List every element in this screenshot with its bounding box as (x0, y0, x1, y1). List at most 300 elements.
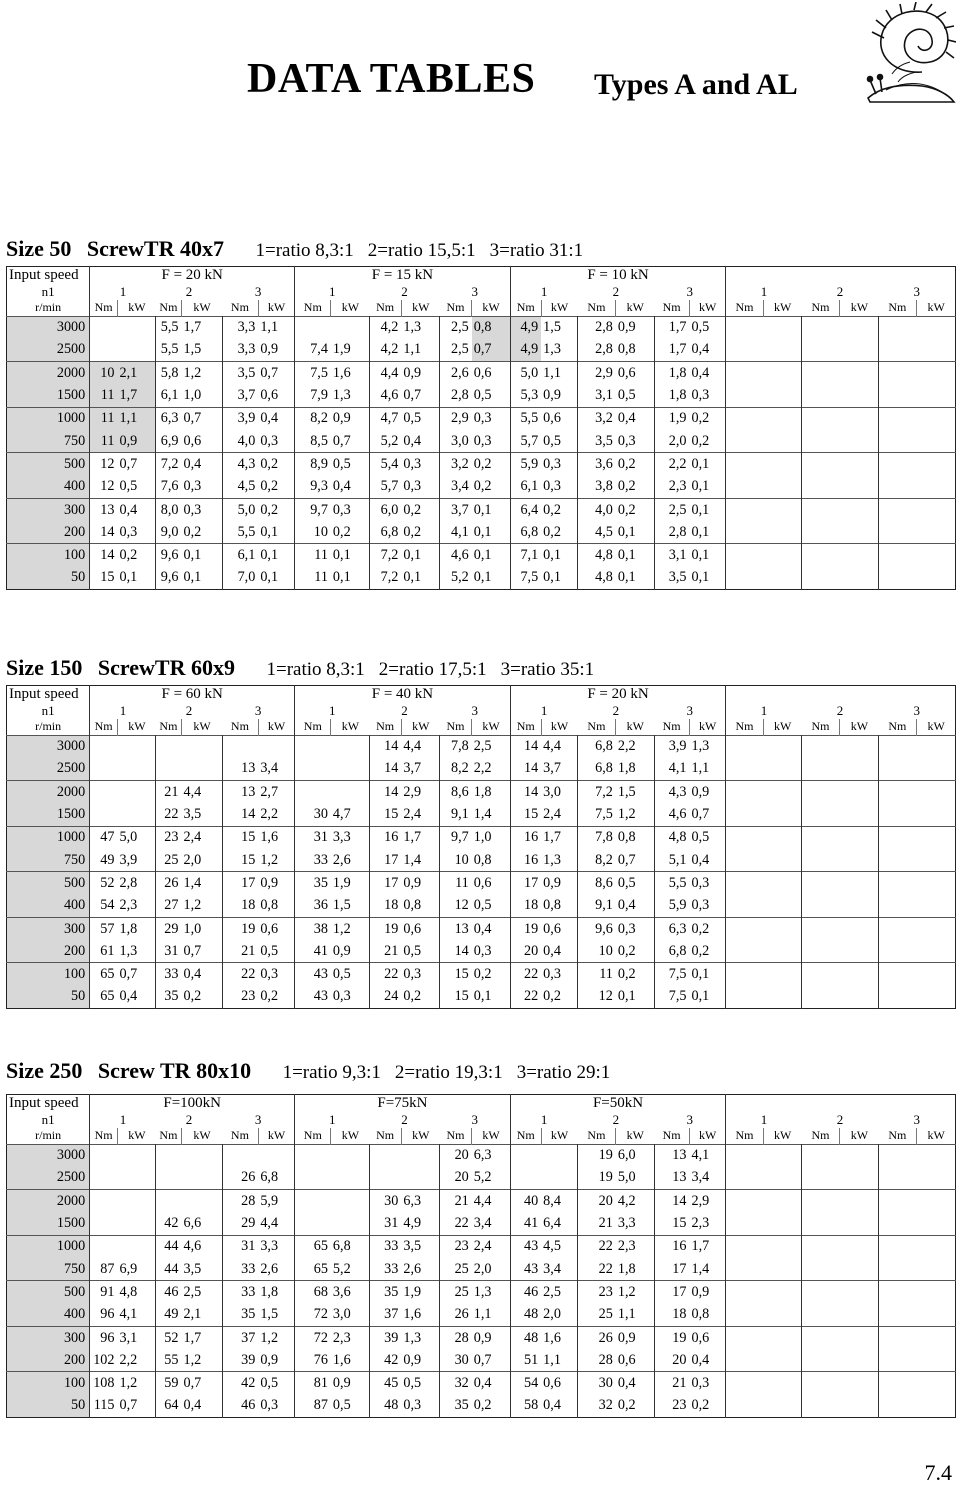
power-value: 0,3 (260, 966, 279, 983)
power-value: 0,1 (332, 547, 351, 564)
input-speed-value: 300 (7, 917, 90, 940)
power-value: 0,9 (117, 430, 155, 453)
power-value (840, 476, 878, 499)
power-value: 0,5 (617, 387, 636, 404)
power-value: 0,5 (403, 942, 422, 959)
torque-value: 14 (369, 758, 401, 781)
power-value: 1,1 (117, 407, 155, 430)
power-value: 4,4 (473, 1192, 492, 1209)
power-value: 1,2 (332, 920, 351, 937)
torque-value: 2,6 (440, 362, 472, 385)
power-value (917, 1326, 956, 1349)
power-value (917, 1395, 956, 1418)
power-value: 0,2 (332, 523, 351, 540)
torque-value: 8,6 (577, 872, 615, 895)
torque-value (726, 1167, 763, 1190)
power-value (840, 407, 878, 430)
power-value (840, 917, 878, 940)
power-value: 3,5 (403, 1238, 422, 1255)
torque-value (878, 963, 916, 986)
kw-unit-label: kW (763, 300, 801, 316)
kw-unit-label: kW (616, 1128, 654, 1144)
torque-value: 35 (295, 872, 331, 895)
torque-value (726, 735, 763, 758)
power-value: 0,7 (119, 1397, 138, 1414)
power-value: 1,1 (543, 1351, 561, 1368)
torque-value: 7,1 (510, 544, 541, 567)
torque-value (156, 1190, 182, 1213)
power-value (763, 1144, 801, 1167)
power-value: 0,2 (617, 1397, 636, 1414)
power-value: 0,4 (403, 432, 422, 449)
nm-unit-label: Nm (662, 719, 681, 734)
power-value (258, 735, 294, 758)
torque-value: 6,3 (156, 407, 182, 430)
input-speed-value: 2000 (7, 781, 90, 804)
power-value: 0,1 (617, 569, 636, 586)
ratio-column-label: 2 (612, 1112, 620, 1127)
size-label: Size 150 (6, 655, 83, 680)
ratio-2: 2=ratio 19,3:1 (394, 1062, 503, 1083)
power-value (840, 758, 878, 781)
torque-value (726, 1326, 763, 1349)
torque-value (90, 1212, 118, 1235)
kw-unit-label: kW (472, 719, 510, 735)
power-value: 0,4 (691, 1351, 710, 1368)
power-value: 1,2 (183, 364, 202, 381)
torque-value: 37 (222, 1326, 258, 1349)
power-value: 1,2 (617, 1283, 636, 1300)
nm-unit-label: Nm (888, 719, 907, 734)
torque-value: 20 (577, 1190, 615, 1213)
power-value: 1,6 (543, 1329, 561, 1346)
torque-value (878, 758, 916, 781)
torque-value: 65 (295, 1258, 331, 1281)
torque-value (878, 430, 916, 453)
kw-unit-label: kW (763, 1128, 801, 1144)
kw-unit-label: kW (117, 1128, 155, 1144)
power-value: 4,4 (403, 738, 422, 755)
torque-value (156, 1167, 182, 1190)
input-speed-value: 2500 (7, 1167, 90, 1190)
power-value: 2,6 (403, 1260, 422, 1277)
torque-value: 65 (90, 963, 118, 986)
table-row (7, 1281, 956, 1304)
power-value: 3,3 (617, 1215, 636, 1232)
torque-value: 13 (440, 917, 472, 940)
power-value: 0,9 (691, 783, 710, 800)
page-title: DATA TABLES (247, 56, 536, 102)
power-value: 2,2 (473, 760, 492, 777)
power-value (917, 1235, 956, 1258)
power-value: 0,5 (473, 897, 492, 914)
torque-value: 31 (156, 940, 182, 963)
power-value (331, 781, 369, 804)
power-value (117, 316, 155, 339)
torque-value: 2,2 (654, 453, 689, 476)
power-value: 1,3 (332, 387, 351, 404)
power-value: 4,4 (183, 783, 202, 800)
table-row (7, 917, 956, 940)
rpm-unit-label: r/min (35, 1128, 62, 1143)
power-value: 0,3 (473, 432, 492, 449)
power-value: 2,3 (332, 1329, 351, 1346)
torque-value: 43 (510, 1235, 541, 1258)
power-value: 3,3 (332, 829, 351, 846)
ratio-column-label: 2 (836, 1112, 844, 1127)
table-row (7, 1190, 956, 1213)
torque-value: 25 (156, 849, 182, 872)
torque-value: 91 (90, 1281, 118, 1304)
torque-value: 17 (654, 1281, 689, 1304)
torque-value (726, 826, 763, 849)
torque-value: 6,3 (654, 917, 689, 940)
power-value: 3,3 (260, 1238, 279, 1255)
power-value: 6,3 (403, 1192, 422, 1209)
torque-value: 6,1 (222, 544, 258, 567)
power-value: 3,5 (183, 1260, 202, 1277)
torque-value: 30 (295, 803, 331, 826)
power-value: 6,8 (332, 1238, 351, 1255)
power-value: 0,1 (473, 523, 492, 540)
torque-value: 21 (156, 781, 182, 804)
nm-unit-label: Nm (587, 300, 606, 315)
power-value: 0,8 (260, 897, 279, 914)
torque-value (222, 735, 258, 758)
power-value (917, 498, 956, 521)
power-value: 0,2 (617, 478, 636, 495)
torque-value: 11 (440, 872, 472, 895)
power-value: 0,7 (183, 1375, 202, 1392)
torque-value: 5,0 (510, 362, 541, 385)
kw-unit-label: kW (917, 1128, 956, 1144)
torque-value (802, 917, 840, 940)
torque-value: 4,8 (654, 826, 689, 849)
torque-value (878, 1326, 916, 1349)
power-value (840, 1326, 878, 1349)
power-value: 0,9 (260, 874, 279, 891)
input-speed-value: 500 (7, 872, 90, 895)
torque-value: 44 (156, 1235, 182, 1258)
power-value: 0,7 (260, 364, 279, 381)
table-row (7, 1212, 956, 1235)
torque-value: 7,0 (222, 567, 258, 590)
nm-unit-label: Nm (230, 300, 249, 315)
power-value: 1,5 (260, 1306, 279, 1323)
torque-value: 25 (440, 1281, 472, 1304)
power-value (763, 826, 801, 849)
torque-value: 3,7 (222, 384, 258, 407)
kw-unit-label: kW (840, 300, 878, 316)
power-value (763, 498, 801, 521)
power-value (117, 735, 155, 758)
torque-value: 43 (510, 1258, 541, 1281)
power-value (840, 940, 878, 963)
torque-value: 26 (156, 872, 182, 895)
torque-value: 7,5 (295, 362, 331, 385)
torque-value: 3,3 (222, 316, 258, 339)
power-value (917, 1144, 956, 1167)
torque-value: 57 (90, 917, 118, 940)
torque-value (510, 1144, 541, 1167)
power-value: 2,4 (543, 806, 561, 823)
torque-value: 96 (90, 1326, 118, 1349)
torque-value (90, 1167, 118, 1190)
kw-unit-label: kW (917, 719, 956, 735)
torque-value: 3,9 (222, 407, 258, 430)
power-value: 0,6 (260, 920, 279, 937)
torque-value (802, 1144, 840, 1167)
power-value: 0,9 (473, 1329, 492, 1346)
power-value: 0,2 (543, 988, 561, 1005)
torque-value: 48 (369, 1395, 401, 1418)
input-speed-value: 750 (7, 849, 90, 872)
power-value: 0,2 (691, 410, 710, 427)
power-value: 4,4 (260, 1215, 279, 1232)
torque-value: 26 (440, 1304, 472, 1327)
torque-value: 29 (156, 917, 182, 940)
torque-value (802, 1235, 840, 1258)
torque-value: 4,1 (440, 521, 472, 544)
power-value: 0,9 (332, 942, 351, 959)
power-value: 0,9 (260, 1351, 279, 1368)
torque-value (802, 803, 840, 826)
power-value: 1,9 (332, 874, 351, 891)
power-value: 0,2 (691, 942, 710, 959)
torque-value (878, 826, 916, 849)
power-value (840, 1144, 878, 1167)
kw-unit-label: kW (117, 300, 155, 316)
power-value: 0,4 (183, 455, 202, 472)
power-value: 1,6 (260, 829, 279, 846)
power-value: 2,3 (119, 897, 138, 914)
power-value: 0,8 (617, 341, 636, 358)
power-value (181, 758, 222, 781)
torque-value (90, 735, 118, 758)
data-table-size-150 (6, 685, 956, 1009)
kw-unit-label: kW (258, 719, 294, 735)
power-value: 1,1 (617, 1306, 636, 1323)
power-value (917, 544, 956, 567)
power-value (840, 498, 878, 521)
table-row (7, 1144, 956, 1167)
torque-value (878, 476, 916, 499)
torque-value: 16 (510, 849, 541, 872)
torque-value (295, 735, 331, 758)
screw-label: Screw TR 80x10 (97, 1058, 252, 1083)
power-value: 0,1 (691, 547, 710, 564)
power-value (917, 963, 956, 986)
input-speed-value: 1500 (7, 1212, 90, 1235)
nm-unit-label: Nm (811, 719, 830, 734)
input-speed-value: 750 (7, 430, 90, 453)
power-value (117, 1167, 155, 1190)
torque-value: 2,8 (577, 316, 615, 339)
power-value: 2,2 (260, 806, 279, 823)
section-title-size-150 (6, 655, 608, 681)
torque-value: 65 (90, 986, 118, 1009)
torque-value: 1,8 (654, 362, 689, 385)
power-value: 2,2 (119, 1351, 138, 1368)
torque-value: 7,4 (295, 339, 331, 362)
torque-value (156, 735, 182, 758)
power-value: 0,3 (183, 478, 202, 495)
torque-value (802, 544, 840, 567)
power-value: 0,3 (332, 501, 351, 518)
power-value (840, 1304, 878, 1327)
power-value: 0,7 (472, 339, 510, 362)
torque-value (802, 963, 840, 986)
torque-value: 17 (369, 872, 401, 895)
power-value: 0,7 (183, 410, 202, 427)
input-speed-label: Input speed (9, 686, 79, 702)
power-value: 4,2 (617, 1192, 636, 1209)
power-value: 2,3 (691, 1215, 710, 1232)
table-row (7, 735, 956, 758)
power-value (331, 316, 369, 339)
torque-value (726, 758, 763, 781)
torque-value: 8,9 (295, 453, 331, 476)
power-value (917, 1258, 956, 1281)
torque-value: 33 (156, 963, 182, 986)
torque-value: 65 (295, 1235, 331, 1258)
power-value: 2,5 (183, 1283, 202, 1300)
torque-value: 3,3 (222, 339, 258, 362)
kw-unit-label: kW (181, 1128, 222, 1144)
torque-value (878, 940, 916, 963)
nm-unit-label: Nm (446, 1128, 465, 1143)
ratio-header-row (7, 284, 956, 300)
torque-value (878, 384, 916, 407)
kw-unit-label: kW (616, 300, 654, 316)
torque-value (802, 1326, 840, 1349)
torque-value (90, 803, 118, 826)
torque-value: 20 (510, 940, 541, 963)
power-value: 0,6 (473, 364, 492, 381)
power-value (917, 735, 956, 758)
table-row (7, 316, 956, 339)
power-value: 0,2 (473, 966, 492, 983)
force-group-label: F = 60 kN (90, 686, 295, 704)
power-value: 0,5 (473, 387, 492, 404)
power-value: 1,8 (617, 1260, 636, 1277)
kw-unit-label: kW (689, 1128, 725, 1144)
power-value (763, 940, 801, 963)
torque-value (878, 1304, 916, 1327)
power-value (917, 453, 956, 476)
torque-value: 2,8 (654, 521, 689, 544)
torque-value (726, 986, 763, 1009)
power-value (840, 735, 878, 758)
torque-value: 42 (222, 1372, 258, 1395)
torque-value: 20 (654, 1349, 689, 1372)
input-speed-value: 1000 (7, 1235, 90, 1258)
power-value (763, 986, 801, 1009)
torque-value: 18 (510, 895, 541, 918)
power-value: 2,0 (183, 851, 202, 868)
power-value: 0,1 (403, 569, 422, 586)
power-value: 0,5 (691, 829, 710, 846)
torque-value (802, 1304, 840, 1327)
torque-value: 6,0 (369, 498, 401, 521)
power-value: 2,5 (473, 738, 492, 755)
torque-value: 5,5 (156, 339, 182, 362)
power-value: 1,1 (543, 364, 561, 381)
kw-unit-label: kW (258, 300, 294, 316)
torque-value (90, 339, 118, 362)
torque-value (726, 498, 763, 521)
torque-value (90, 1144, 118, 1167)
ratio-column-label: 3 (254, 1112, 262, 1127)
table-row (7, 362, 956, 385)
power-value: 0,3 (691, 897, 710, 914)
torque-value: 22 (222, 963, 258, 986)
torque-value (295, 758, 331, 781)
ratio-legend (255, 240, 597, 261)
kw-unit-label: kW (472, 300, 510, 316)
power-value: 2,2 (617, 738, 636, 755)
nm-unit-label: Nm (295, 300, 331, 316)
power-value: 0,2 (543, 501, 561, 518)
power-value: 4,8 (119, 1283, 138, 1300)
unit-header-row (7, 1128, 956, 1144)
table-row (7, 963, 956, 986)
torque-value: 4,9 (510, 316, 541, 339)
torque-value: 18 (222, 895, 258, 918)
torque-value: 12 (577, 986, 615, 1009)
torque-value: 87 (90, 1258, 118, 1281)
torque-value: 51 (510, 1349, 541, 1372)
power-value: 0,2 (543, 523, 561, 540)
torque-value: 13 (654, 1167, 689, 1190)
torque-value: 15 (222, 826, 258, 849)
torque-value: 41 (295, 940, 331, 963)
torque-value: 5,7 (510, 430, 541, 453)
torque-value: 44 (156, 1258, 182, 1281)
power-value (763, 476, 801, 499)
torque-value: 5,0 (222, 498, 258, 521)
input-speed-value: 3000 (7, 735, 90, 758)
torque-value: 9,3 (295, 476, 331, 499)
torque-value: 9,7 (440, 826, 472, 849)
n1-label: n1 (41, 284, 55, 299)
torque-value: 11 (90, 430, 118, 453)
torque-value (878, 1212, 916, 1235)
torque-value (369, 1144, 401, 1167)
power-value: 0,2 (617, 966, 636, 983)
power-value: 0,3 (691, 874, 710, 891)
power-value: 0,2 (260, 988, 279, 1005)
input-speed-value: 2000 (7, 362, 90, 385)
power-value (840, 453, 878, 476)
power-value: 0,6 (543, 410, 561, 427)
power-value: 0,4 (183, 1397, 202, 1414)
torque-value: 14 (222, 803, 258, 826)
torque-value (295, 1144, 331, 1167)
torque-value (878, 544, 916, 567)
power-value: 1,7 (543, 829, 561, 846)
torque-value: 30 (369, 1190, 401, 1213)
power-value: 1,5 (183, 341, 202, 358)
power-value (840, 362, 878, 385)
torque-value: 17 (222, 872, 258, 895)
torque-value (726, 407, 763, 430)
input-speed-value: 300 (7, 498, 90, 521)
input-speed-value: 50 (7, 986, 90, 1009)
power-value (840, 316, 878, 339)
force-header-row (7, 267, 956, 285)
torque-value: 3,5 (654, 567, 689, 590)
